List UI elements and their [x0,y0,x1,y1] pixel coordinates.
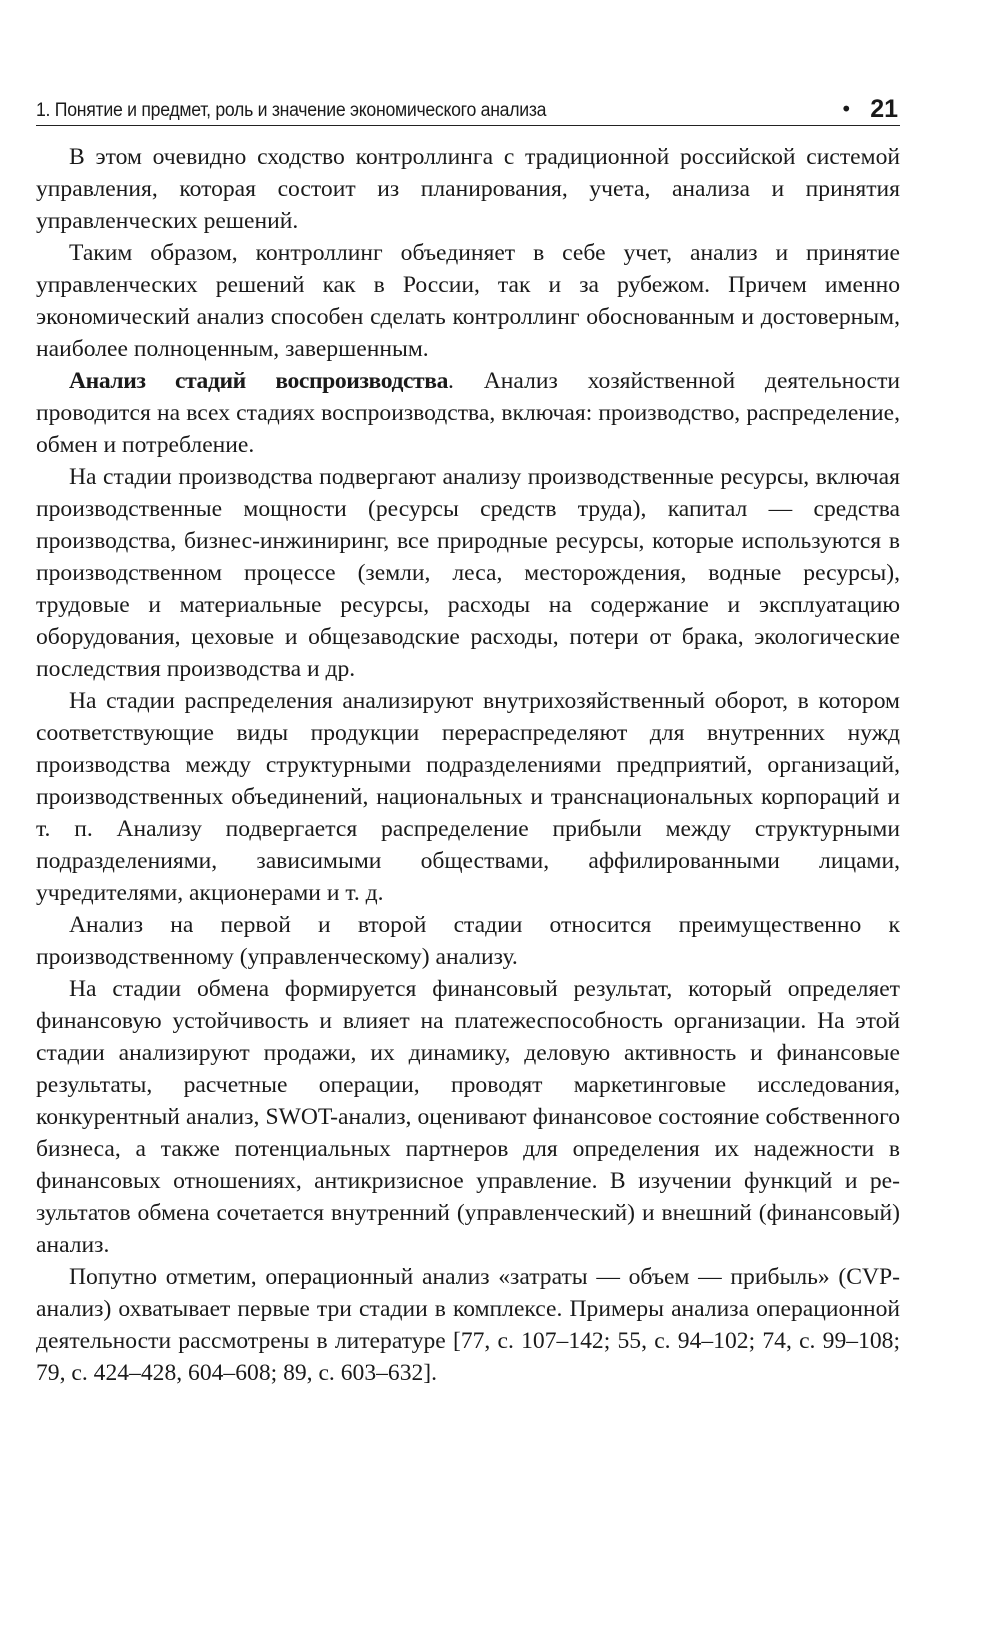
body-text [36,141,900,1389]
chapter-title: 1. Понятие и предмет, роль и значение экономического анализа [36,100,547,121]
paragraph-text: Таким образом, контроллинг объединяет в себе учет, анализ и принятие управленческих решений как в России, так и за рубежом. Причем именно экономический анализ способен сделать контроллинг обоснованным и достоверным, наиболее полноценным, завершенным. [36,240,900,362]
paragraph-text: На стадии производства подвергают анализу производственные ресурсы, включая производственные мощности (ресурсы средств труда), капитал — средства производства, бизнес-инжиниринг, все природные ресурсы, которые используются в производственном процессе (земли, леса, месторождения, водные ресурсы), трудовые и материальные ресурсы, расходы на содержание и эксплуатацию оборудования, цеховые и общезаводские расходы, потери от брака, экологические последствия производства и др. [36,464,900,682]
paragraph-1 [36,141,900,237]
book-page [36,82,900,1389]
running-head [36,82,900,126]
paragraph-text: На стадии обмена формируется финансовый результат, который определяет финансовую устойчивость и влияет на платежеспособность организации. На этой стадии анализируют продажи, их динамику, деловую активность и финансовые результаты, расчетные операции, проводят маркетинговые исследования, конкурентный анализ, SWOT-анализ, оценивают финансовое состояние собственного бизнеса, а также потенциальных партнеров для определения их надежности в финансовых отношениях, антикризисное управление. В изучении функций и результатов обмена сочетается внутренний (управленческий) и внешний (финансовый) анализ. [36,976,900,1258]
paragraph-5 [36,685,900,909]
paragraph-text: Попутно отметим, операционный анализ «затраты — объем — прибыль» (CVP-анализ) охватывает первые три стадии в комплексе. Примеры анализа операционной деятельности рассмотрены в литературе [77, с. 107–142; 55, с. 94–102; 74, с. 99–108; 79, с. 424–428, 604–608; 89, с. 603–632]. [36,1264,900,1386]
bullet-icon: • [840,97,853,121]
paragraph-2 [36,237,900,365]
paragraph-4 [36,461,900,685]
section-lead-heading: Анализ стадий воспроизводства [69,368,448,394]
paragraph-text: На стадии распределения анализируют внутрихозяйственный оборот, в котором соответствующие виды продукции перераспределяют для внутренних нужд производства между структурными подразделениями предприятий, организаций, производственных объединений, национальных и транснациональных корпораций и т. п. Анализу подвергается распределение прибыли между структурными подразделениями, зависимыми обществами, аффилированными лицами, учредителями, акционерами и т. д. [36,688,900,906]
paragraph-text: В этом очевидно сходство контроллинга с традиционной российской системой управления, которая состоит из планирования, учета, анализа и принятия управленческих решений. [36,144,900,234]
paragraph-6 [36,909,900,973]
paragraph-3 [36,365,900,461]
paragraph-text: Анализ на первой и второй стадии относится преимущественно к производственному (управленческому) анализу. [36,912,900,970]
page-number: 21 [870,95,898,123]
paragraph-7 [36,973,900,1261]
page-number-group [840,97,900,122]
paragraph-text: . Анализ хозяйственной деятельности проводится на всех стадиях воспроизводства, включая: производство, распределение, обмен и потребление. [36,368,900,458]
paragraph-8 [36,1261,900,1389]
